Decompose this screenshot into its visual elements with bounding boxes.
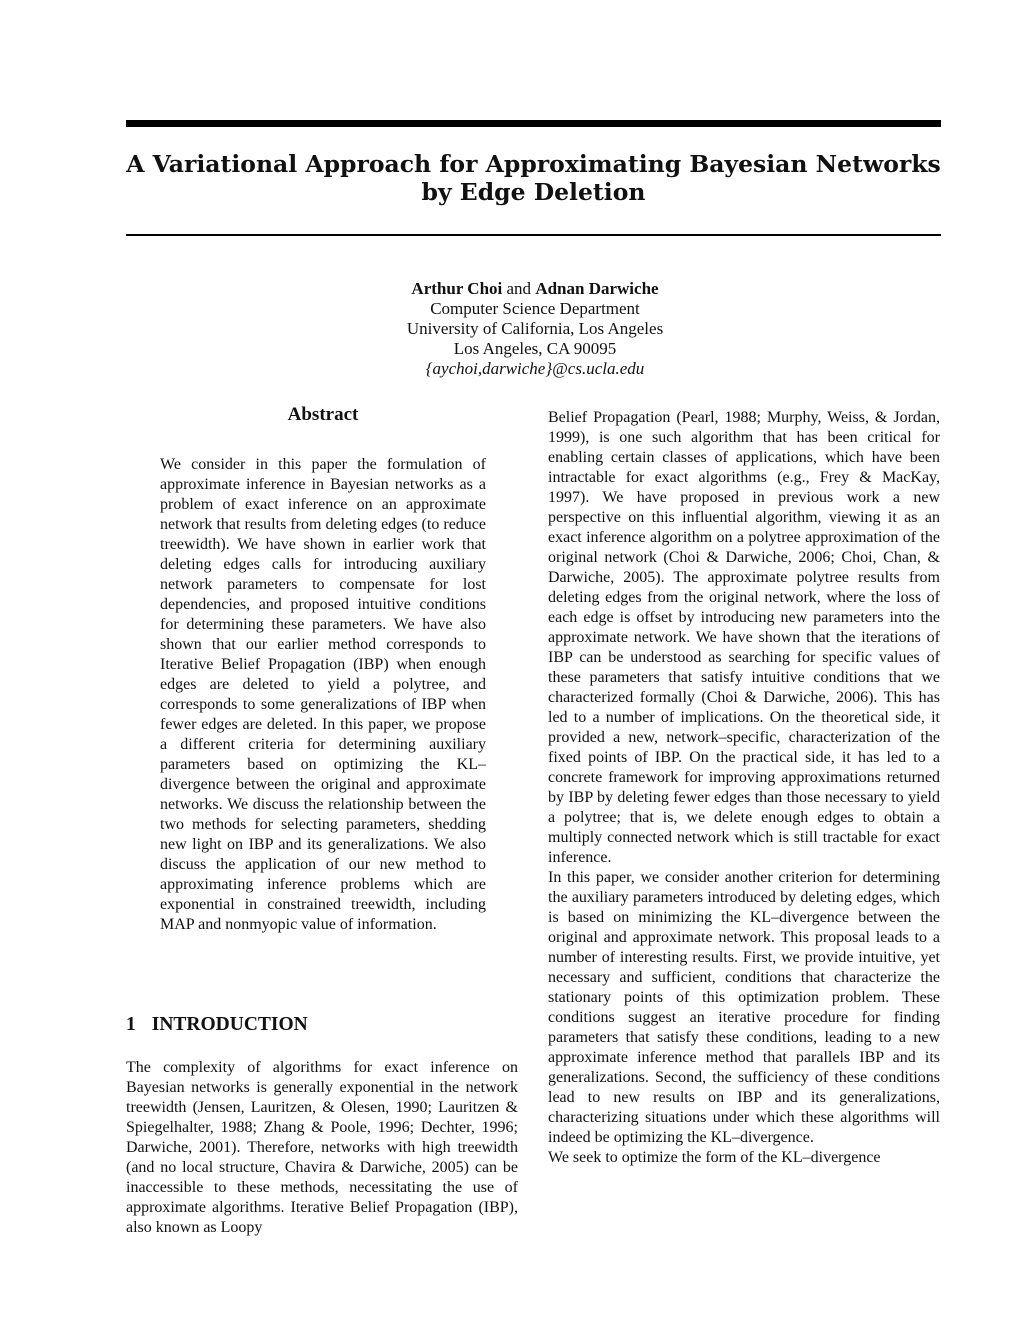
intro-paragraph: In this paper, we consider another criterion for determining the auxiliary parameters introduced by deleting edges, which is based on minimizing the KL–divergence between the original and approximate network. This proposal leads to a number of interesting results. First, we provide intuitive, yet necessary and sufficient, conditions that characterize the stationary points of this optimization problem. These conditions suggest an iterative procedure for finding parameters that satisfy these conditions, leading to a new approximate inference method that parallels IBP and its generalizations. Second, the sufficiency of these conditions lead to new results on IBP and its generalizations, characterizing situations under which these algorithms will indeed be optimizing the KL–divergence. xyxy=(548,869,940,1146)
intro-paragraph: The complexity of algorithms for exact inference on Bayesian networks is generally exponential in the network treewidth (Jensen, Lauritzen, & Olesen, 1990; Lauritzen & Spiegelhalter, 1988; Zhang & Poole, 1996; Dechter, 1996; Darwiche, 2001). Therefore, networks with high treewidth (and no local structure, Chavira & Darwiche, 2005) can be inaccessible to these methods, necessitating the use of approximate algorithms. Iterative Belief Propagation (IBP), also known as Loopy xyxy=(126,1059,518,1236)
section-heading xyxy=(126,1014,308,1036)
author-block xyxy=(300,279,770,379)
abstract-heading: Abstract xyxy=(287,404,359,425)
intro-paragraph-continued: Belief Propagation (Pearl, 1988; Murphy, Weiss, & Jordan, 1999), is one such algorithm that has been critical for enabling certain classes of applications, which have been intractable for exact algorithms (e.g., Frey & MacKay, 1997). We have proposed in previous work a new perspective on this influential algorithm, viewing it as an exact inference algorithm on a polytree approximation of the original network (Choi & Darwiche, 2006; Choi, Chan, & Darwiche, 2005). The approximate polytree results from deleting edges from the original network, where the loss of each edge is offset by introducing new parameters into the approximate network. We have shown that the iterations of IBP can be understood as searching for specific values of these parameters that satisfy intuitive conditions that we characterized formally (Choi & Darwiche, 2006). This has led to a number of implications. On the theoretical side, it provided a new, network–specific, characterization of the fixed points of IBP. On the practical side, it has led to a concrete framework for improving approximations returned by IBP by deleting fewer edges than those necessary to yield a polytree; that is, we delete enough edges to obtain a multiply connected network which is still tractable for exact inference. xyxy=(548,409,940,866)
email-domain: @cs.ucla.edu xyxy=(552,359,645,378)
author-name: Adnan Darwiche xyxy=(535,279,659,298)
author-university: University of California, Los Angeles xyxy=(406,319,664,338)
abstract-body xyxy=(160,455,486,935)
paper-title: A Variational Approach for Approximating Bayesian Networks by Edge Deletion xyxy=(126,150,941,206)
section-number: 1 xyxy=(126,1014,136,1035)
email-prefix: {aychoi,darwiche} xyxy=(425,359,553,378)
author-name: Arthur Choi xyxy=(411,279,503,298)
intro-left-column xyxy=(126,1058,518,1238)
title-rule-top xyxy=(126,120,941,127)
intro-paragraph: We seek to optimize the form of the KL–divergence xyxy=(548,1149,881,1166)
author-department: Computer Science Department xyxy=(430,299,640,318)
author-line xyxy=(300,279,770,299)
author-conjunction: and xyxy=(506,279,532,298)
abstract-text: We consider in this paper the formulation of approximate inference in Bayesian networks as a problem of exact inference on an approximate network that results from deleting edges (to reduce treewidth). We have shown in earlier work that deleting edges calls for introducing auxiliary network parameters to compensate for lost dependencies, and proposed intuitive conditions for determining these parameters. We have also shown that our earlier method corresponds to Iterative Belief Propagation (IBP) when enough edges are deleted to yield a polytree, and corresponds to some generalizations of IBP when fewer edges are deleted. In this paper, we propose a different criteria for determining auxiliary parameters based on optimizing the KL–divergence between the original and approximate networks. We discuss the relationship between the two methods for selecting parameters, shedding new light on IBP and its generalizations. We also discuss the application of our new method to approximating inference problems which are exponential in constrained treewidth, including MAP and nonmyopic value of information. xyxy=(160,456,486,933)
author-location: Los Angeles, CA 90095 xyxy=(453,339,617,358)
title-rule-bottom xyxy=(126,234,941,236)
right-column xyxy=(548,408,940,1168)
section-title: INTRODUCTION xyxy=(151,1014,308,1035)
author-email xyxy=(300,359,770,379)
